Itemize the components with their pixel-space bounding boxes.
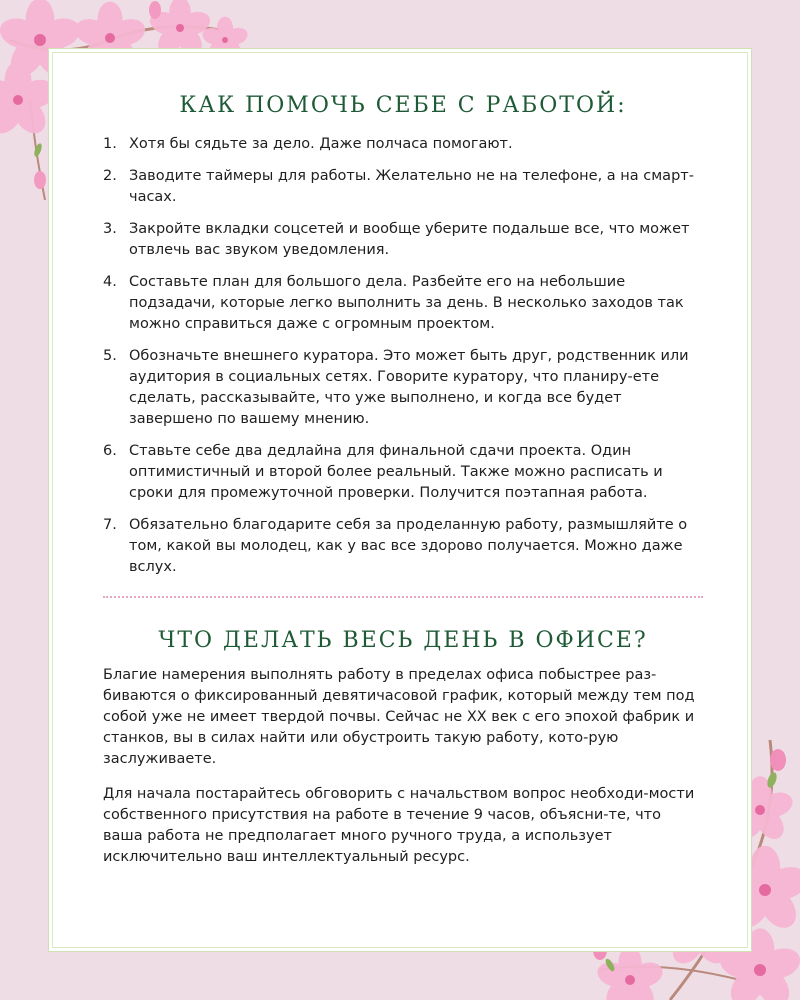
list-item: [103, 515, 703, 578]
list-item: [103, 346, 703, 430]
list-item: [103, 134, 703, 155]
list-item-text: Ставьте себе два дедлайна для финальной сдачи проекта. Один оптимистичный и второй более реальный. Также можно расписать и сроки для промежуточной проверки. Получится поэтапная работа.: [129, 443, 663, 501]
list-item-text: Заводите таймеры для работы. Желательно не на телефоне, а на смарт-часах.: [129, 168, 694, 205]
list-item-number: 5.: [103, 348, 117, 364]
list-item-number: 6.: [103, 443, 117, 459]
dotted-divider: [103, 596, 703, 598]
list-item-number: 3.: [103, 221, 117, 237]
list-item-number: 4.: [103, 274, 117, 290]
list-item-number: 1.: [103, 136, 117, 152]
list-item-text: Обязательно благодарите себя за проделанную работу, размышляйте о том, какой вы молодец, как у вас все здорово получается. Можно даже вслух.: [129, 517, 688, 575]
list-item: [103, 272, 703, 335]
list-item-text: Хотя бы сядьте за дело. Даже полчаса помогают.: [129, 136, 513, 152]
section-heading-office-day: ЧТО ДЕЛАТЬ ВЕСЬ ДЕНЬ В ОФИСЕ?: [158, 628, 648, 653]
list-item: [103, 219, 703, 261]
list-item-number: 2.: [103, 168, 117, 184]
list-item-text: Закройте вкладки соцсетей и вообще уберите подальше все, что может отвлечь вас звуком уведомления.: [129, 221, 690, 258]
list-item-text: Составьте план для большого дела. Разбейте его на небольшие подзадачи, которые легко выполнить за день. В несколько заходов так можно справиться даже с огромным проектом.: [129, 274, 684, 332]
content-inner: [103, 93, 703, 868]
list-item-number: 7.: [103, 517, 117, 533]
paragraph: Благие намерения выполнять работу в пределах офиса побыстрее раз-биваются о фиксированный девятичасовой график, который между тем под собой уже не имеет твердой почвы. Сейчас не XX век с его эпохой фабрик и станков, вы в силах найти или обустроить такую работу, кото-рую заслуживаете.: [103, 667, 695, 767]
content-card: [48, 48, 752, 952]
list-item-text: Обозначьте внешнего куратора. Это может быть друг, родственник или аудитория в социальных сетях. Говорите куратору, что планиру-ете сделать, рассказывайте, что уже выполнено, и когда все будет завершено по вашему мнению.: [129, 348, 689, 427]
list-item: [103, 441, 703, 504]
list-item: [103, 166, 703, 208]
tips-list: [103, 134, 703, 578]
paragraph: Для начала постарайтесь обговорить с начальством вопрос необходи-мости собственного присутствия на работе в течение 9 часов, объясни-те, что ваша работа не предполагает много ручного труда, а использует исключительно ваш интеллектуальный ресурс.: [103, 786, 695, 865]
section-heading-help-yourself: КАК ПОМОЧЬ СЕБЕ С РАБОТОЙ:: [179, 93, 627, 118]
